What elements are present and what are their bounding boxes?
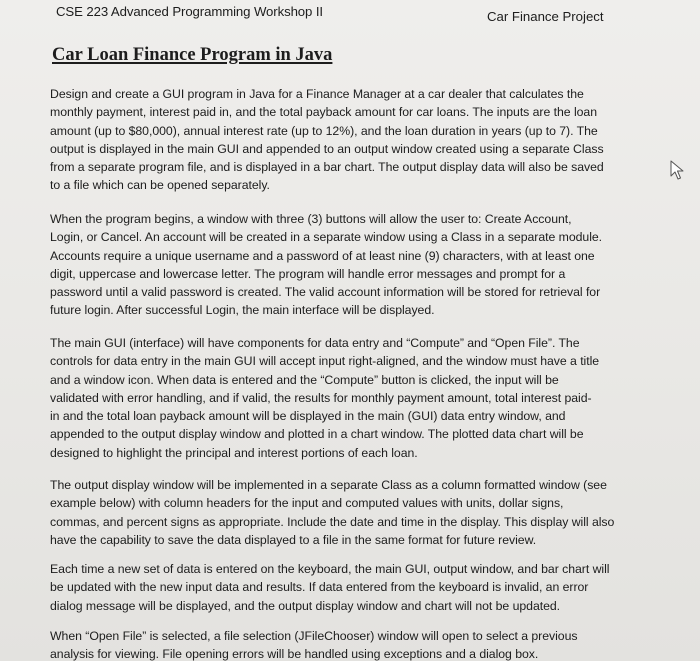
text-line: controls for data entry in the main GUI will accept input right-aligned, and the window must have a title [50,354,600,369]
text-line: commas, and percent signs as appropriate. Include the date and time in the display. This display will also [50,514,615,529]
text-line: validated with error handling, and if valid, the results for monthly payment amount, total interest paid- [50,390,592,405]
text-line: have the capability to save the data displayed to a file in the same format for future review. [50,532,537,547]
text-line: password until a valid password is created. The valid account information will be stored for retrieval for [50,285,601,300]
paragraph-main-gui [50,334,599,462]
paragraph-login [50,210,602,320]
text-line: appended to the output display window and plotted in a chart window. The plotted data chart will be [50,427,584,442]
text-line: designed to highlight the principal and interest portions of each loan. [50,445,418,460]
text-line: output is displayed in the main GUI and appended to an output window created using a separate Class [50,141,604,156]
text-line: monthly payment, interest paid in, and the total payback amount for car loans. The inputs are the loan [50,105,597,120]
text-line: Login, or Cancel. An account will be created in a separate window using a Class in a separate module. [50,230,603,245]
text-line: Each time a new set of data is entered on the keyboard, the main GUI, output window, and bar chart will [50,562,610,576]
text-line: be updated with the new input data and results. If data entered from the keyboard is invalid, an error [50,580,589,595]
text-line: Design and create a GUI program in Java for a Finance Manager at a car dealer that calculates the [50,87,584,101]
document-title: Car Loan Finance Program in Java [52,45,333,65]
header-project: Car Finance Project [487,9,604,24]
text-line: example below) with column headers for the input and computed values with units, dollar signs, [50,496,564,511]
paragraph-output-window [50,476,614,549]
text-line: in and the total loan payback amount will be displayed in the main (GUI) data entry window, and [50,409,566,424]
text-line: future login. After successful Login, the main interface will be displayed. [50,303,435,318]
text-line: analysis for viewing. File opening errors will be handled using exceptions and a dialog box. [50,647,539,661]
text-line: to a file which can be opened separately. [50,178,270,193]
text-line: The output display window will be implemented in a separate Class as a column formatted window (see [50,478,607,492]
text-line: digit, uppercase and lowercase letter. The program will handle error messages and prompt for a [50,266,566,281]
text-line: Accounts require a unique username and a password of at least nine (9) characters, with at least one [50,248,595,263]
text-line: When the program begins, a window with three (3) buttons will allow the user to: Create Account, [50,212,572,226]
paragraph-updates [50,560,609,615]
header-course: CSE 223 Advanced Programming Workshop II [56,4,323,19]
mouse-pointer-icon [669,160,685,180]
text-line: amount (up to $80,000), annual interest rate (up to 12%), and the loan duration in years (up to 7). The [50,123,598,138]
text-line: The main GUI (interface) will have components for data entry and “Compute” and “Open File”. The [50,336,580,350]
paragraph-open-file [50,627,577,661]
text-line: dialog message will be displayed, and the output display window and chart will not be updated. [50,598,561,613]
text-line: from a separate program file, and is displayed in a bar chart. The output display data will also be saved [50,160,604,175]
text-line: and a window icon. When data is entered and the “Compute” button is clicked, the input will be [50,372,559,387]
paragraph-intro [50,85,604,195]
text-line: When “Open File” is selected, a file selection (JFileChooser) window will open to select a previous [50,629,578,643]
